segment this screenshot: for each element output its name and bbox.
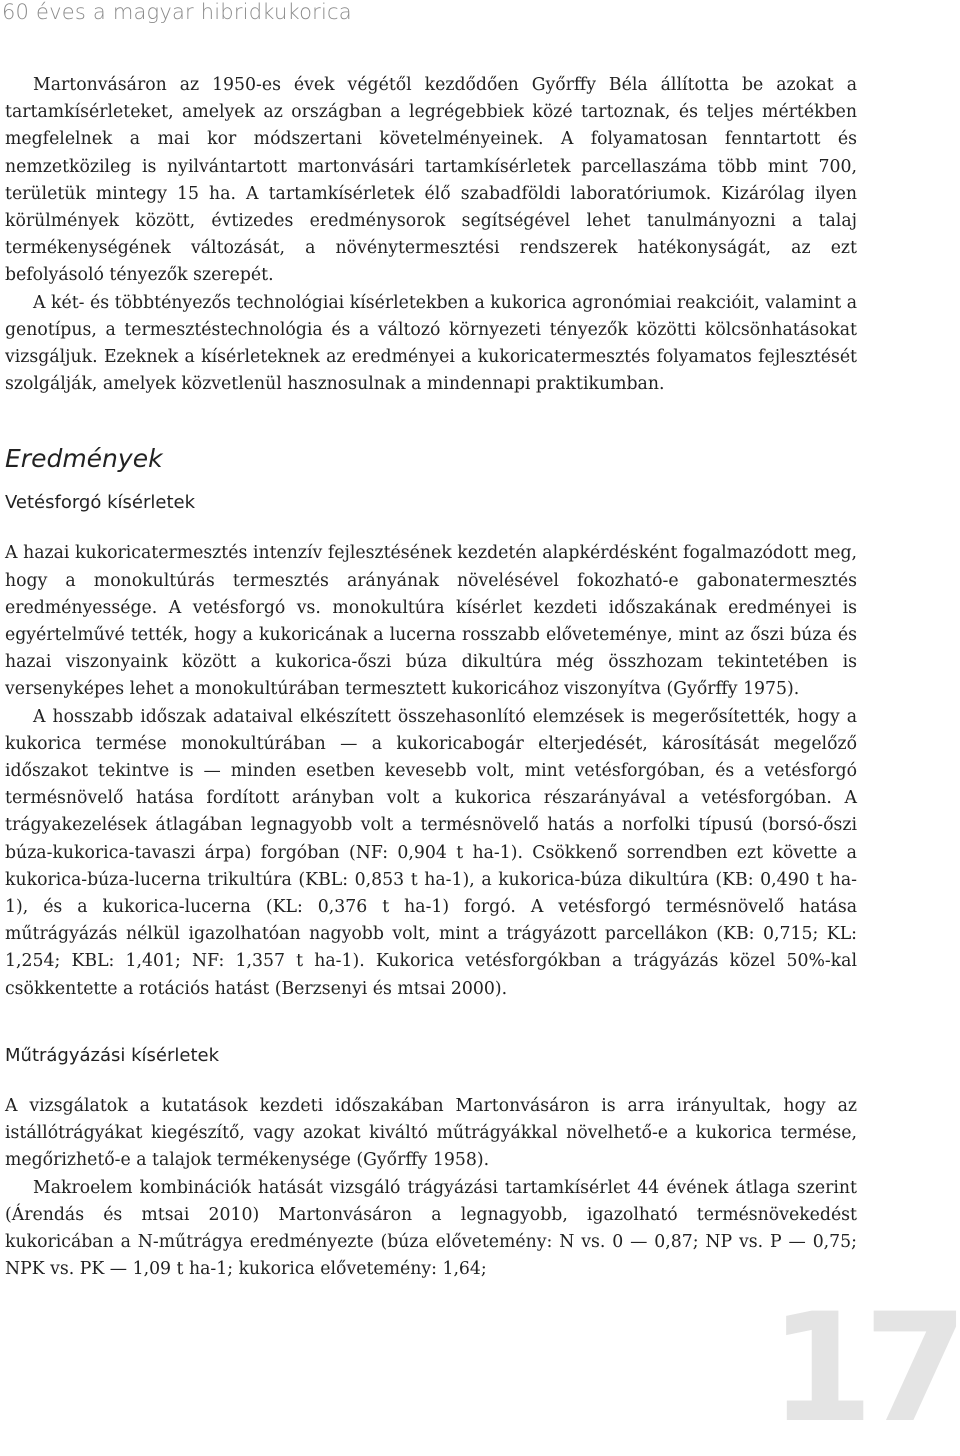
page-number: 17	[769, 1282, 958, 1456]
page-content	[5, 72, 857, 1283]
paragraph: A két- és többtényezős technológiai kísérletekben a kukorica agronómiai reakcióit, valamint a genotípus, a termesztéstechnológia és a változó környezeti tényezők közötti kölcsönhatásokat vizsgáljuk. Ezeknek a kísérleteknek az eredményei a kukoricatermesztés folyamatos fejlesztését szolgálják, amelyek közvetlenül hasznosulnak a mindennapi praktikumban.	[5, 292, 857, 395]
paragraph: Makroelem kombinációk hatását vizsgáló trágyázási tartamkísérlet 44 évének átlaga szerint (Árendás és mtsai 2010) Martonvásáron a legnagyobb, igazolható termésnövekedést kukoricában a N-műtrágya eredményezte (búza elővetemény: N vs. 0 — 0,87; NP vs. P — 0,75; NPK vs. PK — 1,09 t ha-1; kukorica elővetemény: 1,64;	[5, 1177, 857, 1280]
paragraph: A hosszabb időszak adataival elkészített összehasonlító elemzések is megerősítették, hogy a kukorica termése monokultúrában — a kukoricabogár elterjedését, károsítását megelőző időszakot tekintve is — minden esetben kevesebb volt, mint vetésforgóban, és a vetésforgó termésnövelő hatása fordított arányban volt a kukorica részarányával a vetésforgóban. A trágyakezelések átlagában legnagyobb volt a termésnövelő hatás a norfolki típusú (borsó-őszi búza-kukorica-tavaszi árpa) forgóban (NF: 0,904 t ha-1). Csökkenő sorrendben ezt követte a kukorica-búza-lucerna trikultúra (KBL: 0,853 t ha-1), a kukorica-búza dikultúra (KB: 0,490 t ha-1), és a kukorica-lucerna (KL: 0,376 t ha-1) forgó. A vetésforgó termésnövelő hatása műtrágyázás nélkül igazolhatóan nagyobb volt, mint a trágyázott parcellákon (KB: 0,715; KL: 1,254; KBL: 1,401; NF: 1,357 t ha-1). Kukorica vetésforgókban a trágyázás közel 50%-kal csökkentette a rotációs hatást (Berzsenyi és mtsai 2000).	[5, 706, 857, 999]
paragraph: A vizsgálatok a kutatások kezdeti időszakában Martonvásáron is arra irányultak, hogy az istállótrágyákat kiegészítő, vagy azokat kiváltó műtrágyákkal növelhető-e a kukorica termése, megőrizhető-e a talajok termékenysége (Győrffy 1958).	[5, 1095, 857, 1171]
paragraph: Martonvásáron az 1950-es évek végétől kezdődően Győrffy Béla állította be azokat a tartamkísérleteket, amelyek az országban a legrégebbiek közé tartoznak, és teljes mértékben megfelelnek a mai kor módszertani követelményeinek. A folyamatosan fenntartott és nemzetközileg is nyilvántartott martonvásári tartamkísérletek parcellaszáma több mint 700, területük mintegy 15 ha. A tartamkísérletek élő szabadföldi laboratóriumok. Kizárólag ilyen körülmények között, évtizedes eredménysorok segítségével lehet tanulmányozni a talaj termékenységének változását, a növénytermesztési rendszerek hatékonyságát, az ezt befolyásoló tényezők szerepét.	[5, 75, 857, 286]
running-header: 60 éves a magyar hibridkukorica	[2, 0, 352, 24]
intro-section	[5, 72, 857, 398]
section-title: Eredmények	[5, 444, 163, 474]
subsection-heading-fertilizer: Műtrágyázási kísérletek	[5, 1044, 220, 1066]
paragraph: A hazai kukoricatermesztés intenzív fejlesztésének kezdetén alapkérdésként fogalmazódott meg, hogy a monokultúrás termesztés arányának növelésével fokozható-e gabonatermesztés eredményessége. A vetésforgó vs. monokultúra kísérlet kezdeti időszakának eredményei is egyértelművé tették, hogy a kukoricának a lucerna rosszabb előveteménye, mint az őszi búza és hazai viszonyaink között a kukorica-őszi búza dikultúra még összhozam tekintetében is versenyképes lehet a monokultúrában termesztett kukoricához viszonyítva (Győrffy 1975).	[5, 543, 857, 700]
subsection-heading-crop-rotation: Vetésforgó kísérletek	[5, 492, 196, 514]
